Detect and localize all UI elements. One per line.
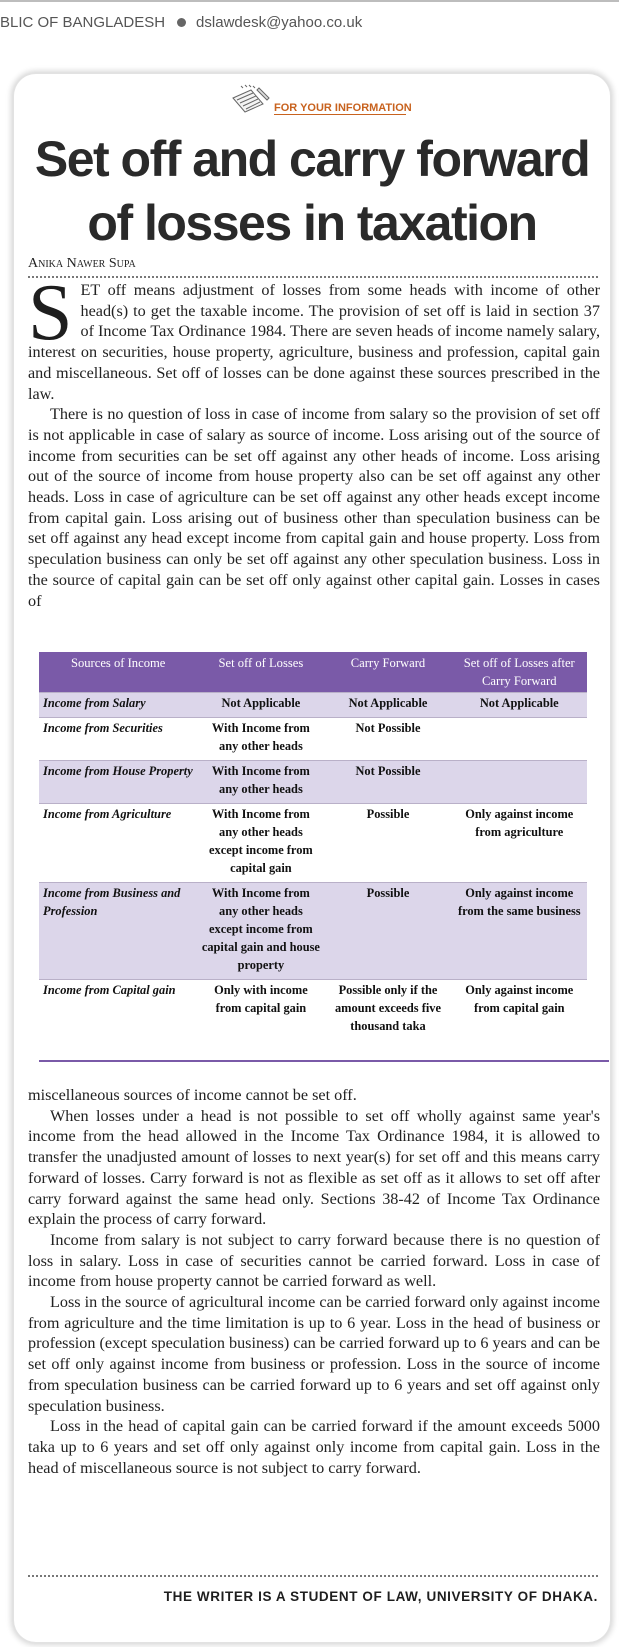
body-paragraph: miscellaneous sources of income cannot be set off. (28, 1086, 357, 1104)
table-row (39, 693, 587, 718)
column-header: Sources of Income (39, 652, 197, 693)
table-cell: Possible (324, 804, 451, 883)
body-paragraph: When losses under a head is not possible to set off wholly against same year's income from the head allowed in the Income Tax Ordinance 1984, it is allowed to transfer the unadjusted amount of losses to next year(s) for set off and this means carry forward of losses. Carry forward is not as flexible as set off as it allows to set off after carry forward against the same head only. Sections 38-42 of Income Tax Ordinance explain the process of carry forward. (28, 1106, 600, 1229)
table-bottom-rule (39, 1060, 609, 1062)
footer-divider (28, 1575, 598, 1577)
notepad-pencil-icon (229, 84, 273, 114)
table-row (39, 718, 587, 761)
table-cell: Only against income from agriculture (452, 804, 587, 883)
table-cell: Not Applicable (324, 693, 451, 718)
table-header-row (39, 652, 587, 693)
table-cell: With Income from any other heads except income from capital gain (197, 804, 324, 883)
kicker-underline (274, 114, 406, 115)
table-cell: Income from Salary (39, 693, 197, 718)
table-row (39, 883, 587, 980)
body-paragraph: Loss in the source of agricultural income can be carried forward only against income from agriculture and the time limitation is up to 6 year. Loss in the head of business or profession (except speculation business) can be carried forward up to 6 years and can be set off only against income from business or profession. Loss in the source of income from speculation business can be carried forward up to 6 years and set off against only speculation business. (28, 1293, 600, 1415)
publication-name: BLIC OF BANGLADESH (0, 14, 166, 31)
losses-table (39, 652, 587, 1040)
kicker-label: FOR YOUR INFORMATION (274, 102, 412, 114)
table-cell: Possible (324, 883, 451, 980)
intro-body (28, 269, 601, 611)
table-cell: Only with income from capital gain (197, 980, 324, 1041)
table-row (39, 980, 587, 1041)
continued-body (28, 1085, 600, 1478)
table-cell: With Income from any other heads (197, 718, 324, 761)
table-cell: Not Possible (324, 718, 451, 761)
column-header: Set off of Losses (197, 652, 324, 693)
table-cell: Possible only if the amount exceeds five thousand taka (324, 980, 451, 1041)
table-cell: Only against income from the same business (452, 883, 587, 980)
page-header (0, 14, 619, 40)
byline-divider (28, 276, 598, 278)
intro-paragraph-1 (28, 269, 601, 404)
table-cell: Income from Securities (39, 718, 197, 761)
article-title (20, 127, 604, 255)
table-cell: Income from Business and Profession (39, 883, 197, 980)
table-cell: Income from Capital gain (39, 980, 197, 1041)
contact-email[interactable]: dslawdesk@yahoo.co.uk (196, 14, 363, 31)
table-cell: Not Applicable (197, 693, 324, 718)
table-cell: Income from Agriculture (39, 804, 197, 883)
table-cell: Income from House Property (39, 761, 197, 804)
table-row (39, 804, 587, 883)
body-paragraph: Income from salary is not subject to carry forward because there is no question of loss in salary. Loss in case of securities cannot be carried forward. Loss in case of income from house property cannot be carried forward as well. (28, 1230, 600, 1291)
table-cell: Only against income from capital gain (452, 980, 587, 1041)
title-line-1: Set off and carry forward (34, 131, 590, 187)
title-line-2: of losses in taxation (87, 195, 537, 251)
intro-paragraph-2: There is no question of loss in case of income from salary so the provision of set off is not applicable in case of salary as source of income. Loss arising out of the source of income from securities can be set off against any other heads of income. Loss arising out of the source of income from house property also can be set off against any other heads. Loss in case of agriculture can be set off against any other heads except income from capital gain. Loss arising out of business other than speculation business can be set off against any head except income from capital gain and house property. Loss from speculation business can only be set off against any other speculation business. Loss in the source of capital gain can be set off only against other capital gain. Losses in cases of (28, 405, 600, 610)
table-cell: Not Possible (324, 761, 451, 804)
body-paragraph: Loss in the head of capital gain can be carried forward if the amount exceeds 5000 taka up to 6 years and set off only against only income from capital gain. Loss in the head of miscellaneous source is not subject to carry forward. (28, 1417, 600, 1477)
table-cell: Not Applicable (452, 693, 587, 718)
drop-cap: S (28, 269, 73, 357)
top-border (0, 0, 619, 2)
separator-dot-icon (177, 18, 186, 27)
table-cell (452, 761, 587, 804)
table-row (39, 761, 587, 804)
author-byline: Anika Nawer Supa (28, 256, 136, 271)
author-note: THE WRITER IS A STUDENT OF LAW, UNIVERSITY OF DHAKA. (163, 1589, 598, 1604)
table-cell: With Income from any other heads except income from capital gain and house property (197, 883, 324, 980)
table-cell: With Income from any other heads (197, 761, 324, 804)
column-header: Carry Forward (324, 652, 451, 693)
column-header: Set off of Losses after Carry Forward (452, 652, 587, 693)
table-cell (452, 718, 587, 761)
intro-paragraph-1-text: ET off means adjustment of losses from some heads with income of other head(s) to get the taxable income. The provision of set off is laid in section 37 of Income Tax Ordinance 1984. There are seven heads of income namely salary, interest on securities, house property, agriculture, business and profession, capital gain and miscellaneous. Set off of losses can be done against these sources prescribed in the law. (28, 281, 601, 403)
